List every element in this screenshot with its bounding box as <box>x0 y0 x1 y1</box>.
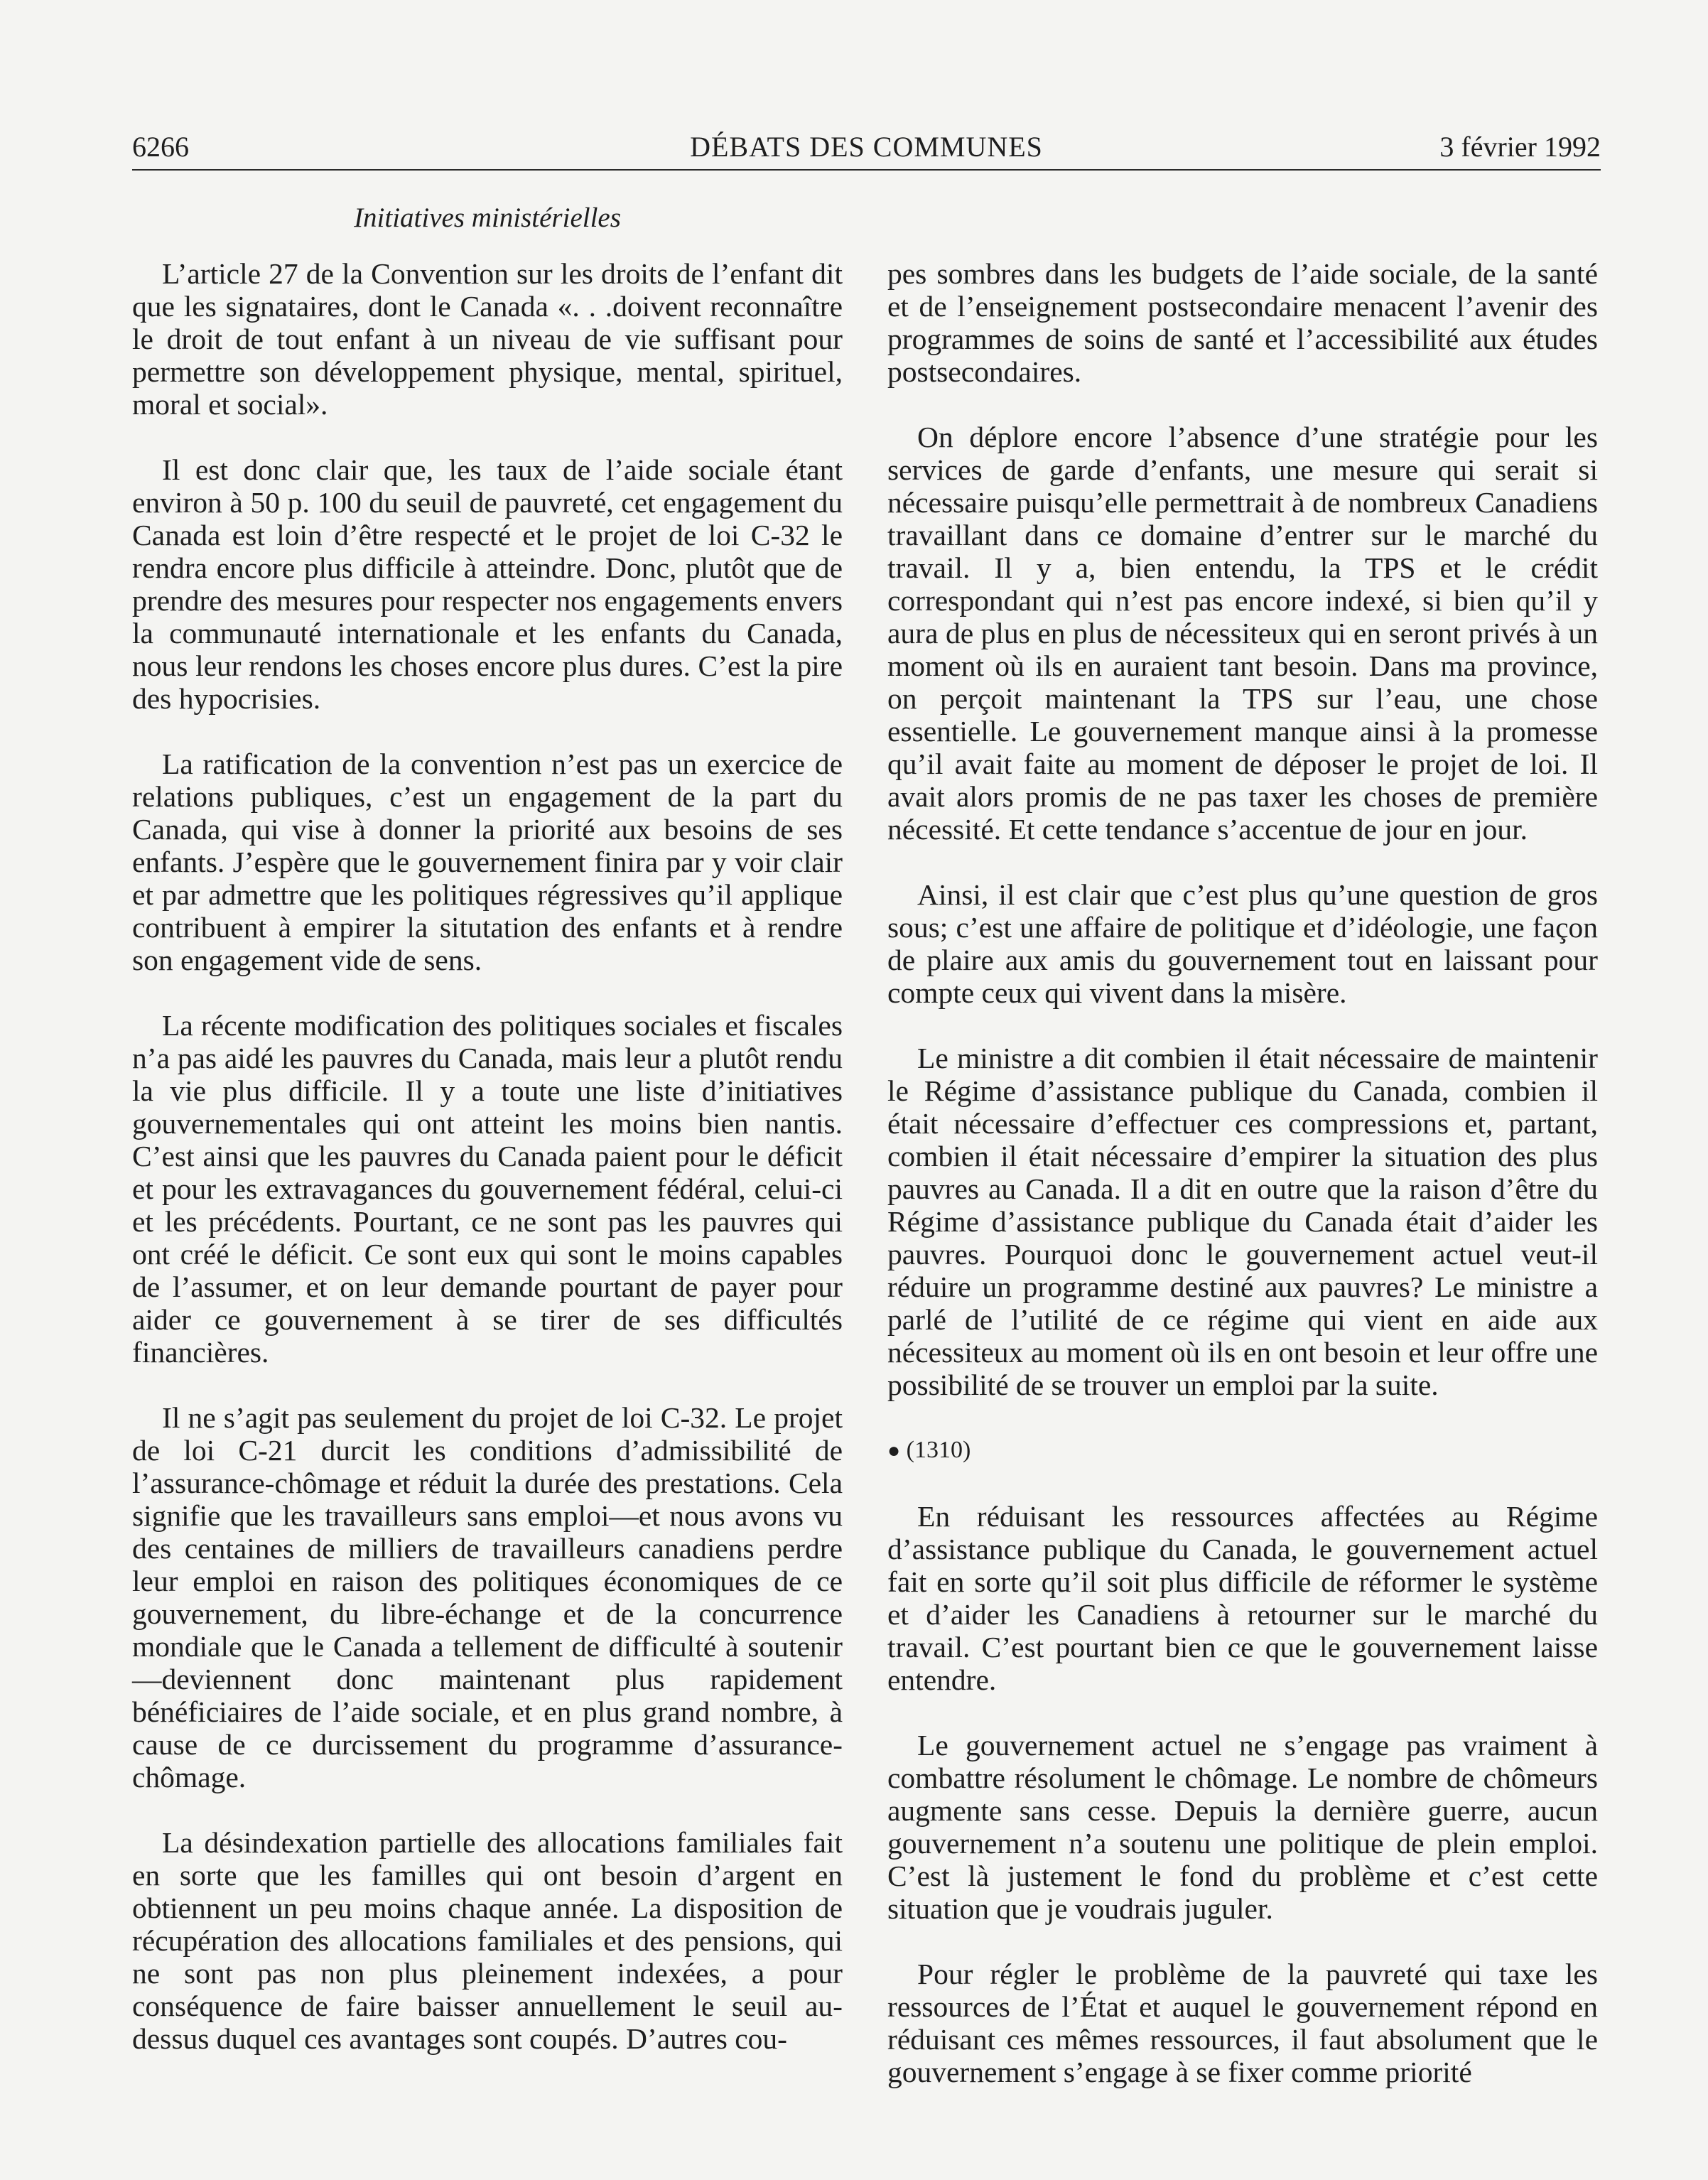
paragraph: En réduisant les ressources affectées au Régime d’assistance publique du Canada, le gouvernement actuel fait en sorte qu’il soit plus difficile de réformer le système et d’aider les Canadiens à retourner sur le marché du travail. C’est pourtant bien ce que le gouvernement laisse entendre. <box>887 1500 1598 1696</box>
paragraph: Il est donc clair que, les taux de l’aide sociale étant environ à 50 p. 100 du seuil de pauvreté, cet engagement du Canada est loin d’être respecté et le projet de loi C-32 le rendra encore plus difficile à atteindre. Donc, plutôt que de prendre des mesures pour respecter nos engagements envers la communauté internationale et les enfants du Canada, nous leur rendons les choses encore plus dures. C’est la pire des hypocrisies. <box>132 453 843 715</box>
paragraph: Il ne s’agit pas seulement du projet de loi C-32. Le projet de loi C-21 durcit les conditions d’admissibilité de l’assurance-chômage et réduit la durée des prestations. Cela signifie que les travailleurs sans emploi—et nous avons vu des centaines de milliers de travailleurs canadiens perdre leur emploi en raison des politiques économiques de ce gouvernement, du libre-échange et de la concurrence mondiale que le Canada a tellement de difficulté à soutenir—deviennent donc maintenant plus rapidement bénéficiaires de l’aide sociale, et en plus grand nombre, à cause de ce durcissement du programme d’assurance-chômage. <box>132 1401 843 1793</box>
time-marker <box>887 1434 1598 1467</box>
left-column <box>132 257 843 2088</box>
right-column <box>887 257 1598 2121</box>
paragraph-continuation: pes sombres dans les budgets de l’aide sociale, de la santé et de l’enseignement postsecondaire menacent l’avenir des programmes de soins de santé et l’accessibilité aux études postsecondaires. <box>887 257 1598 388</box>
paragraph: On déplore encore l’absence d’une stratégie pour les services de garde d’enfants, une mesure qui serait si nécessaire puisqu’elle permettrait à de nombreux Canadiens travaillant dans ce domaine d’entrer sur le marché du travail. Il y a, bien entendu, la TPS et le crédit correspondant qui n’est pas encore indexé, si bien qu’il y aura de plus en plus de nécessiteux qui en seront privés à un moment où ils en auraient tant besoin. Dans ma province, on perçoit maintenant la TPS sur l’eau, une chose essentielle. Le gouvernement manque ainsi à la promesse qu’il avait faite au moment de déposer le projet de loi. Il avait alors promis de ne pas taxer les choses de première nécessité. Et cette tendance s’accentue de jour en jour. <box>887 421 1598 846</box>
publication-title: DÉBATS DES COMMUNES <box>690 131 1043 163</box>
paragraph: La désindexation partielle des allocations familiales fait en sorte que les familles qui ont besoin d’argent en obtiennent un peu moins chaque année. La disposition de récupération des allocations familiales et des pensions, qui ne sont pas non plus pleinement indexées, a pour conséquence de faire baisser annuellement le seuil au-dessus duquel ces avantages sont coupés. D’autres cou- <box>132 1826 843 2055</box>
paragraph: La ratification de la convention n’est pas un exercice de relations publiques, c’est un engagement de la part du Canada, qui vise à donner la priorité aux besoins de ses enfants. J’espère que le gouvernement finira par y voir clair et par admettre que les politiques régressives qu’il applique contribuent à empirer la situtation des enfants et à rendre son engagement vide de sens. <box>132 748 843 976</box>
paragraph: Le gouvernement actuel ne s’engage pas vraiment à combattre résolument le chômage. Le nombre de chômeurs augmente sans cesse. Depuis la dernière guerre, aucun gouvernement n’a soutenu une politique de plein emploi. C’est là justement le fond du problème et c’est cette situation que je voudrais juguler. <box>887 1729 1598 1925</box>
time-marker-text: (1310) <box>906 1437 971 1463</box>
bullet-icon: ● <box>887 1439 901 1462</box>
publication-date: 3 février 1992 <box>1439 131 1601 163</box>
section-title: Initiatives ministérielles <box>354 203 621 233</box>
paragraph: Le ministre a dit combien il était nécessaire de maintenir le Régime d’assistance publique du Canada, combien il était nécessaire d’effectuer ces compressions et, partant, combien il était nécessaire d’empirer la situation des plus pauvres au Canada. Il a dit en outre que la raison d’être du Régime d’assistance publique du Canada était d’aider les pauvres. Pourquoi donc le gouvernement actuel veut-il réduire un programme destiné aux pauvres? Le ministre a parlé de l’utilité de ce régime qui vient en aide aux nécessiteux au moment où ils en ont besoin et leur offre une possibilité de se trouver un emploi par la suite. <box>887 1042 1598 1401</box>
paragraph: La récente modification des politiques sociales et fiscales n’a pas aidé les pauvres du Canada, mais leur a plutôt rendu la vie plus difficile. Il y a toute une liste d’initiatives gouvernementales qui ont atteint les moins bien nantis. C’est ainsi que les pauvres du Canada paient pour le déficit et pour les extravagances du gouvernement fédéral, celui-ci et les précédents. Pourtant, ce ne sont pas les pauvres qui ont créé le déficit. Ce sont eux qui sont le moins capables de l’assumer, et on leur demande pourtant de payer pour aider ce gouvernement à se tirer de ses difficultés financières. <box>132 1009 843 1369</box>
page-number: 6266 <box>132 131 189 163</box>
paragraph: Ainsi, il est clair que c’est plus qu’une question de gros sous; c’est une affaire de politique et d’idéologie, une façon de plaire aux amis du gouvernement tout en laissant pour compte ceux qui vivent dans la misère. <box>887 878 1598 1009</box>
paragraph: Pour régler le problème de la pauvreté qui taxe les ressources de l’État et auquel le gouvernement répond en réduisant ces mêmes ressources, il faut absolument que le gouvernement s’engage à se fixer comme priorité <box>887 1958 1598 2088</box>
paragraph: L’article 27 de la Convention sur les droits de l’enfant dit que les signataires, dont le Canada «. . .doivent reconnaître le droit de tout enfant à un niveau de vie suffisant pour permettre son développement physique, mental, spirituel, moral et social». <box>132 257 843 421</box>
page-header <box>132 126 1601 171</box>
